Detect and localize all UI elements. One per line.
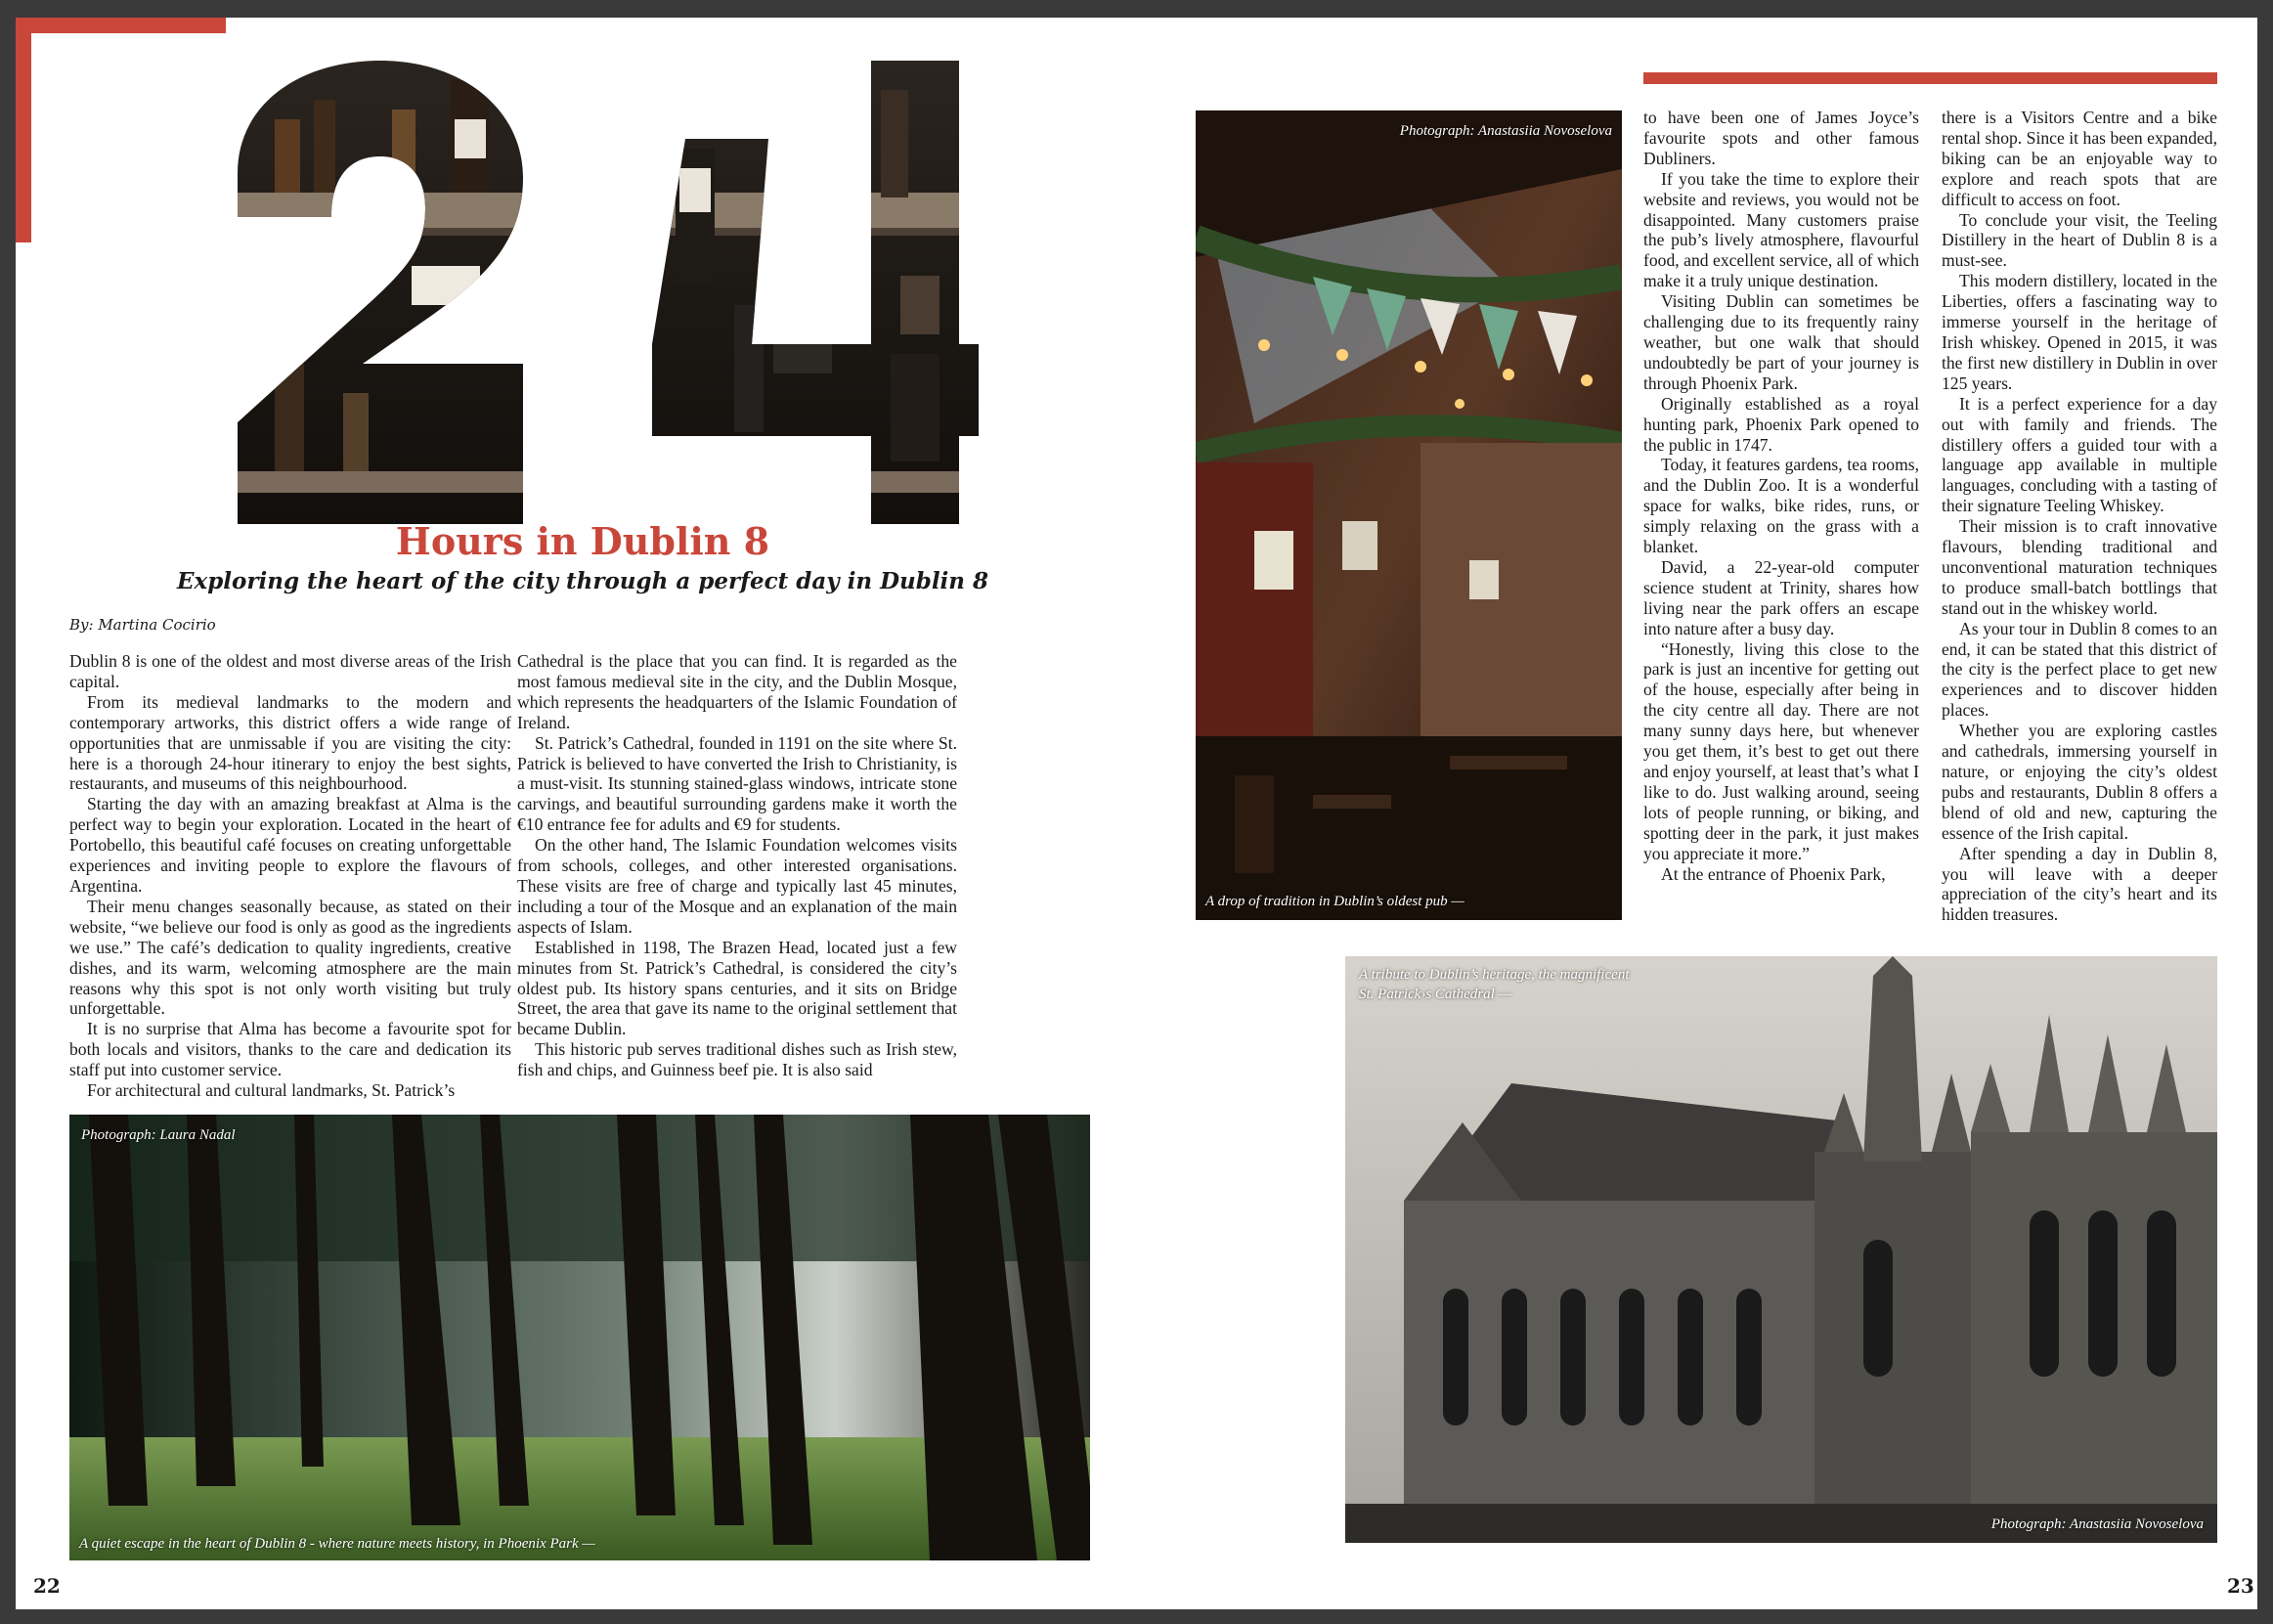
photo-caption: A quiet escape in the heart of Dublin 8 - where nature meets history, in Phoenix Park — <box>79 1536 595 1552</box>
paragraph: to have been one of James Joyce’s favourite spots and other famous Dubliners. <box>1643 108 1919 168</box>
red-corner-accent-top <box>16 18 226 33</box>
paragraph: Cathedral is the place that you can find. It is regarded as the most famous medieval site in the city, and the Dublin Mosque, which represents the headquarters of the Islamic Foundation of Ireland. <box>517 651 957 732</box>
paragraph: Their mission is to craft innovative flavours, blending traditional and unconventional maturation techniques to produce small-batch bottlings that stand out in the whiskey world. <box>1942 516 2217 618</box>
paragraph: As your tour in Dublin 8 comes to an end, it can be stated that this district of the city is the perfect place to get new experiences and to discover hidden places. <box>1942 618 2217 721</box>
page-number-left: 22 <box>33 1574 61 1598</box>
photo-credit: Photograph: Anastasiia Novoselova <box>1399 123 1612 139</box>
body-column-1 <box>69 651 511 1101</box>
paragraph: Dublin 8 is one of the oldest and most diverse areas of the Irish capital. <box>69 651 511 691</box>
paragraph: After spending a day in Dublin 8, you will leave with a deeper appreciation of the city’s heart and its hidden treasures. <box>1942 843 2217 925</box>
paragraph: If you take the time to explore their website and reviews, you would not be disappointed. Many customers praise the pub’s lively atmosphere, flavourful food, and excellent service, all of which make it a truly unique destination. <box>1643 168 1919 291</box>
photo-credit: Photograph: Anastasiia Novoselova <box>1990 1516 2204 1532</box>
magazine-spread <box>16 18 2257 1609</box>
photo-caption: A drop of tradition in Dublin’s oldest pub — <box>1205 894 1464 909</box>
red-header-rule <box>1643 72 2217 84</box>
paragraph: It is a perfect experience for a day out with family and friends. The distillery offers a guided tour with a language app available in multiple languages, concluding with a tasting of their signature Teeling Whiskey. <box>1942 393 2217 516</box>
paragraph: This historic pub serves traditional dishes such as Irish stew, fish and chips, and Guinness beef pie. It is also said <box>517 1039 957 1080</box>
paragraph: For architectural and cultural landmarks, St. Patrick’s <box>87 1080 456 1101</box>
paragraph: Originally established as a royal hunting park, Phoenix Park opened to the public in 1747. <box>1643 393 1919 455</box>
page-number-right: 23 <box>2227 1574 2254 1598</box>
body-column-3 <box>1643 108 1919 884</box>
paragraph: David, a 22-year-old computer science student at Trinity, shares how living near the park offers an escape into nature after a busy day. <box>1643 556 1919 638</box>
paragraph: Whether you are exploring castles and cathedrals, immersing yourself in nature, or enjoying the city’s oldest pubs and restaurants, Dublin 8 offers a blend of old and new, capturing the essence of the Irish capital. <box>1942 721 2217 843</box>
paragraph: “Honestly, living this close to the park is just an incentive for getting out of the house, especially after being in the city centre all day. There are not many sunny days here, but whenever you get them, it’s best to get out there and enjoy yourself, at least that’s what I like to do. Just walking around, seeing lots of people running, or biking, and spotting deer in the park, it just makes you appreciate it more.” <box>1643 638 1919 863</box>
paragraph: At the entrance of Phoenix Park, <box>1661 863 1886 884</box>
phoenix-park-forest-photo <box>69 1115 1090 1560</box>
paragraph: Established in 1198, The Brazen Head, located just a few minutes from St. Patrick’s Cathedral, is considered the city’s oldest pub. Its history spans centuries, and it sits on Bridge Street, the area that gave its name to the original settlement that became Dublin. <box>517 937 957 1039</box>
st-patricks-cathedral-photo <box>1345 956 2217 1543</box>
paragraph: Their menu changes seasonally because, as stated on their website, “we believe our food is only as good as the ingredients we use.” The café’s dedication to quality ingredients, creative dishes, and its warm, welcoming atmosphere are the main reasons why this spot is not only worth visiting but truly unforgettable. <box>69 896 511 1019</box>
body-column-4 <box>1942 108 2217 925</box>
photo-caption-line-2: St. Patrick›s Cathedral — <box>1359 987 1511 1002</box>
paragraph: It is no surprise that Alma has become a favourite spot for both locals and visitors, thanks to the care and dedication its staff put into customer service. <box>69 1019 511 1080</box>
paragraph: there is a Visitors Centre and a bike rental shop. Since it has been expanded, biking can be an enjoyable way to explore and reach spots that are difficult to access on foot. <box>1942 108 2217 209</box>
paragraph: To conclude your visit, the Teeling Distillery in the heart of Dublin 8 is a must-see. <box>1942 209 2217 271</box>
photo-caption-line-1: A tribute to Dublin’s heritage, the magnificent <box>1359 967 1630 983</box>
paragraph: This modern distillery, located in the Liberties, offers a fascinating way to immerse yourself in the heritage of Irish whiskey. Opened in 2015, it was the first new distillery in Dublin in over 125 years. <box>1942 271 2217 393</box>
photo-credit: Photograph: Laura Nadal <box>81 1127 236 1143</box>
body-column-2 <box>517 651 957 1080</box>
pub-interior-photo <box>1196 110 1622 920</box>
paragraph: Visiting Dublin can sometimes be challenging due to its frequently rainy weather, but one walk that should undoubtedly be part of your journey is through Phoenix Park. <box>1643 291 1919 393</box>
big-24-photo-numerals <box>216 61 979 530</box>
paragraph: From its medieval landmarks to the modern and contemporary artworks, this district offers a wide range of opportunities that are unmissable if you are visiting the city: here is a thorough 24-hour itinerary to enjoy the best sights, restaurants, and museums of this neighbourhood. <box>69 691 511 794</box>
paragraph: Today, it features gardens, tea rooms, and the Dublin Zoo. It is a wonderful space for walks, bike rides, runs, or simply relaxing on the grass with a blanket. <box>1643 455 1919 557</box>
paragraph: St. Patrick’s Cathedral, founded in 1191 on the site where St. Patrick is believed to have converted the Irish to Christianity, is a must-visit. Its stunning stained-glass windows, intricate stone carvings, and beautiful surrounding gardens make it worth the €10 entrance fee for adults and €9 for students. <box>517 732 957 835</box>
paragraph: Starting the day with an amazing breakfast at Alma is the perfect way to begin your exploration. Located in the heart of Portobello, this beautiful café focuses on creating unforgettable experiences and inviting people to explore the flavours of Argentina. <box>69 794 511 896</box>
article-subheadline: Exploring the heart of the city through a perfect day in Dublin 8 <box>176 568 989 594</box>
article-byline: By: Martina Cocirio <box>69 616 216 634</box>
paragraph: On the other hand, The Islamic Foundation welcomes visits from schools, colleges, and other interested organisations. These visits are free of charge and typically last 45 minutes, including a tour of the Mosque and an explanation of the main aspects of Islam. <box>517 835 957 937</box>
red-corner-accent-left <box>16 18 31 242</box>
article-headline: Hours in Dublin 8 <box>395 519 770 563</box>
